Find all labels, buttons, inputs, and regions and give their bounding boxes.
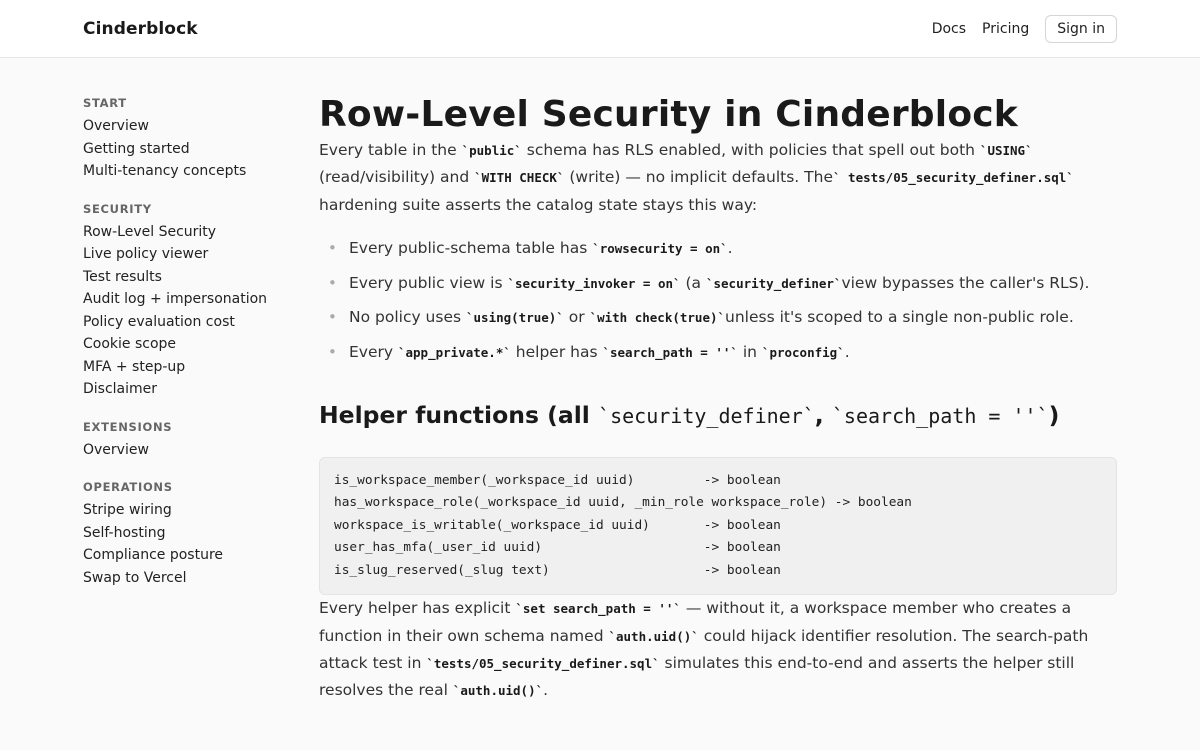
intro-text: (read/visibility) and xyxy=(319,168,475,187)
code-line: is_slug_reserved(_slug text) -> boolean xyxy=(334,562,781,578)
list-item xyxy=(319,341,1117,364)
code-line: user_has_mfa(_user_id uuid) -> boolean xyxy=(334,540,781,556)
inline-code: `tests/05_security_definer.sql` xyxy=(426,656,660,672)
sign-in-button[interactable]: Sign in xyxy=(1045,15,1117,43)
heading-code: `search_path = ''` xyxy=(831,403,1049,428)
nav-pricing-link[interactable]: Pricing xyxy=(982,20,1030,37)
sidebar-heading: START xyxy=(83,96,127,110)
list-text: Every public-schema table has xyxy=(349,238,593,257)
inline-code: `auth.uid()` xyxy=(608,628,699,644)
section-heading-helpers xyxy=(319,400,1117,431)
docs-sidebar xyxy=(0,58,319,705)
outro-text: could hijack identifier resolution. The search-path attack test in xyxy=(319,626,1089,673)
intro-text: (write) — no implicit defaults. The xyxy=(564,168,833,187)
brand-logo[interactable]: Cinderblock xyxy=(83,18,198,39)
sidebar-item-cookie-scope[interactable]: Cookie scope xyxy=(83,336,177,352)
sidebar-group-security xyxy=(83,202,319,401)
inline-code: `set search_path = ''` xyxy=(515,601,681,617)
sidebar-group-extensions xyxy=(83,420,319,462)
intro-text: schema has RLS enabled, with policies that spell out both xyxy=(521,141,980,159)
inline-code: `WITH CHECK` xyxy=(474,170,565,186)
sidebar-item-self-hosting[interactable]: Self-hosting xyxy=(83,524,166,541)
list-text: in xyxy=(737,342,762,361)
page-title: Row-Level Security in Cinderblock xyxy=(319,94,1018,135)
outro-paragraph xyxy=(319,595,1117,704)
list-text: . xyxy=(727,238,733,257)
inline-code: `using(true)` xyxy=(466,310,564,326)
list-text: or xyxy=(563,308,590,327)
list-text: helper has xyxy=(510,342,603,361)
sidebar-item-disclaimer[interactable]: Disclaimer xyxy=(83,381,158,397)
sidebar-item-overview[interactable]: Overview xyxy=(83,118,149,134)
inline-code: `search_path = ''` xyxy=(602,344,738,360)
list-text: Every xyxy=(349,342,398,361)
intro-paragraph xyxy=(319,137,1117,218)
heading-text: ) xyxy=(1048,400,1060,429)
code-line: is_workspace_member(_workspace_id uuid) -> boolean xyxy=(334,472,781,488)
bullet-icon: • xyxy=(328,308,337,327)
bullet-icon: • xyxy=(328,273,337,292)
main-content xyxy=(319,58,1117,705)
inline-code: `rowsecurity = on` xyxy=(592,240,728,256)
nav-docs-link[interactable]: Docs xyxy=(931,20,967,37)
heading-text: , xyxy=(814,400,832,429)
list-text: . xyxy=(844,342,850,361)
sidebar-item-swap-to-vercel[interactable]: Swap to Vercel xyxy=(83,569,187,586)
heading-code: `security_definer` xyxy=(598,403,815,428)
inline-code: `with check(true)` xyxy=(589,310,726,326)
sidebar-group-start xyxy=(83,96,319,183)
bullet-icon: • xyxy=(328,342,337,361)
list-item xyxy=(319,272,1117,295)
sidebar-item-mfa-step-up[interactable]: MFA + step-up xyxy=(83,358,186,375)
inline-code: `app_private.*` xyxy=(397,344,511,360)
code-line: workspace_is_writable(_workspace_id uuid) -> boolean xyxy=(334,517,781,533)
outro-text: — without it, a workspace member who creates a function in their own schema named xyxy=(319,599,1072,645)
outro-text: simulates this end-to-end and asserts the helper still resolves the real xyxy=(319,654,1075,700)
sidebar-item-extensions-overview[interactable]: Overview xyxy=(83,441,149,458)
sidebar-item-multi-tenancy[interactable]: Multi-tenancy concepts xyxy=(83,163,247,179)
inline-code: `public` xyxy=(461,143,522,158)
sidebar-item-live-policy-viewer[interactable]: Live policy viewer xyxy=(83,246,209,262)
top-nav xyxy=(916,15,1117,43)
outro-text: . xyxy=(543,681,549,700)
sidebar-item-test-results[interactable]: Test results xyxy=(83,268,162,285)
outro-text: Every helper has explicit xyxy=(319,599,516,618)
sidebar-group-operations xyxy=(83,480,319,589)
sidebar-item-policy-evaluation-cost[interactable]: Policy evaluation cost xyxy=(83,313,235,330)
list-item xyxy=(319,306,1117,329)
list-text: (a xyxy=(680,273,706,292)
bullet-icon: • xyxy=(328,238,337,257)
inline-code: `security_definer` xyxy=(705,275,842,291)
sidebar-item-stripe-wiring[interactable]: Stripe wiring xyxy=(83,502,172,518)
list-text: unless it's scoped to a single non-public role. xyxy=(725,308,1074,327)
list-text: No policy uses xyxy=(349,308,466,327)
inline-code: ` tests/05_security_definer.sql` xyxy=(833,170,1074,186)
inline-code: `USING` xyxy=(979,143,1033,158)
sidebar-item-audit-log[interactable]: Audit log + impersonation xyxy=(83,291,268,307)
sidebar-item-getting-started[interactable]: Getting started xyxy=(83,140,190,157)
heading-text: Helper functions (all xyxy=(319,400,599,429)
sidebar-item-row-level-security[interactable]: Row-Level Security xyxy=(83,223,217,240)
sidebar-item-compliance-posture[interactable]: Compliance posture xyxy=(83,547,224,563)
sidebar-heading: SECURITY xyxy=(83,201,152,216)
code-block[interactable] xyxy=(319,457,1117,596)
rules-list xyxy=(319,237,1117,364)
intro-text: Every table in the xyxy=(319,141,462,159)
list-text: Every public view is xyxy=(349,273,508,292)
intro-text: hardening suite asserts the catalog state stays this way: xyxy=(319,195,758,214)
inline-code: `auth.uid()` xyxy=(452,683,544,699)
list-text: view bypasses the caller's RLS). xyxy=(841,273,1090,292)
page-layout xyxy=(0,58,1200,705)
sidebar-heading: OPERATIONS xyxy=(83,480,173,494)
inline-code: `proconfig` xyxy=(761,344,845,360)
list-item xyxy=(319,237,1117,260)
code-line: has_workspace_role(_workspace_id uuid, _min_role workspace_role) -> boolean xyxy=(334,495,912,511)
top-navbar xyxy=(0,0,1200,58)
inline-code: `security_invoker = on` xyxy=(507,275,681,291)
sidebar-heading: EXTENSIONS xyxy=(83,419,173,434)
